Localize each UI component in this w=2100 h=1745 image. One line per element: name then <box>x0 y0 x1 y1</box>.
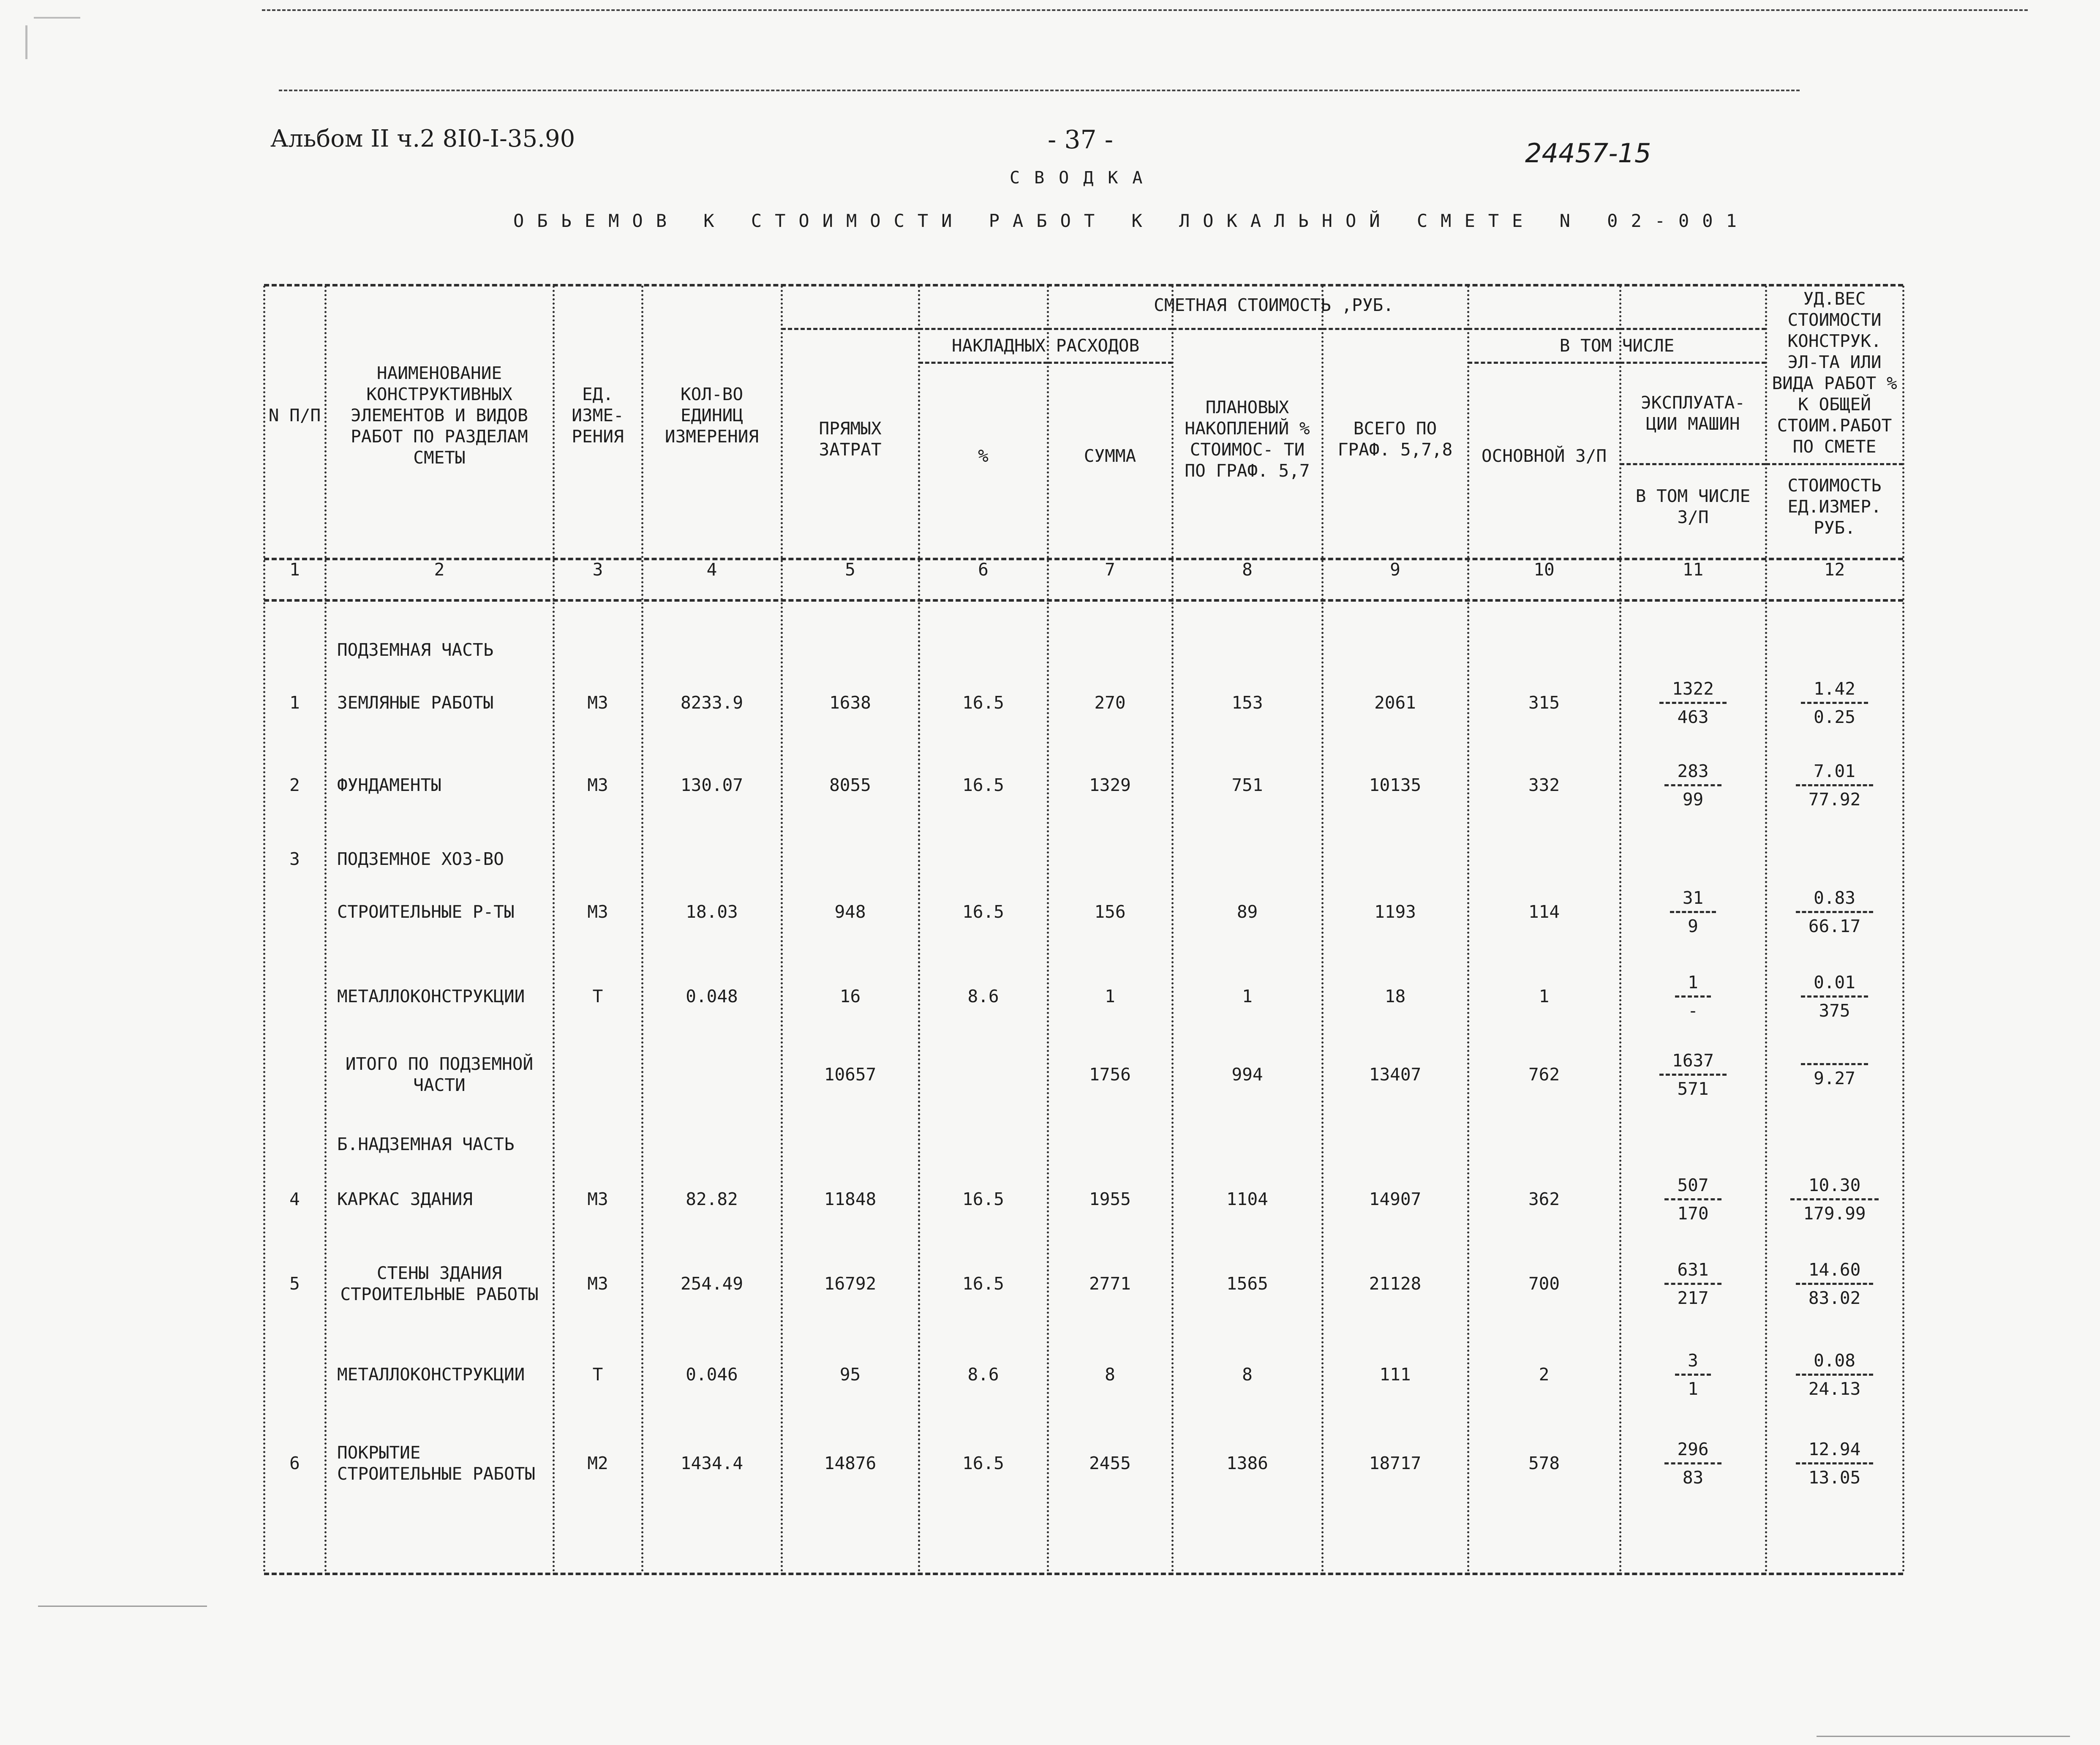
cell-base-wage: 578 <box>1528 1453 1560 1473</box>
cell-qty: 0.048 <box>686 986 738 1006</box>
document-number: 24457-15 <box>1525 138 1651 169</box>
cost-summary-table <box>264 282 1903 1514</box>
cell-num <box>264 1121 325 1167</box>
cell-total: 18717 <box>1369 1453 1422 1473</box>
machines-wage-value: 217 <box>1664 1283 1721 1309</box>
cell-name: СТРОИТЕЛЬНЫЕ Р-ТЫ <box>337 902 515 922</box>
col-base-wage-header: ОСНОВНОЙ З/П <box>1481 446 1607 466</box>
cost-group-header: СМЕТНАЯ СТОИМОСТЬ ,РУБ. <box>782 282 1766 329</box>
machines-wage-value: - <box>1675 995 1711 1021</box>
bottom-scan-line-left <box>38 1606 207 1607</box>
unit-cost-value: 83.02 <box>1796 1283 1873 1309</box>
cell-direct: 16792 <box>824 1273 877 1294</box>
cell-machines-fraction <box>1620 753 1766 817</box>
cell-planned: 89 <box>1237 902 1258 922</box>
cell-total: 14907 <box>1369 1189 1422 1209</box>
cell-total: 18 <box>1384 986 1406 1006</box>
cell-name <box>325 817 553 838</box>
cell-unit: М3 <box>587 902 608 922</box>
page-number: - 37 - <box>1048 125 1114 155</box>
cell-direct: 1638 <box>829 693 871 713</box>
col-machines-header: ЭКСПЛУАТА- ЦИИ МАШИН <box>1620 363 1766 464</box>
unit-cost-value: 77.92 <box>1796 784 1873 810</box>
cell-num: 3 <box>289 849 300 869</box>
cell-qty: 0.046 <box>686 1364 738 1385</box>
column-number: 1 <box>289 559 300 580</box>
weight-percent: 0.08 <box>1814 1350 1855 1371</box>
table-row <box>264 734 1903 753</box>
cell-pct: 16.5 <box>962 693 1004 713</box>
cell-name <box>325 943 553 965</box>
table-row <box>264 1121 1903 1167</box>
cell-weight-fraction <box>1766 880 1903 943</box>
cell-pct: 8.6 <box>967 1364 999 1385</box>
machines-value: 631 <box>1677 1259 1709 1280</box>
weight-percent: 7.01 <box>1814 761 1855 781</box>
column-number: 9 <box>1390 559 1400 580</box>
cell-name: Б.НАДЗЕМНАЯ ЧАСТЬ <box>337 1134 515 1154</box>
cell-pct: 16.5 <box>962 1273 1004 1294</box>
col-total-header: ВСЕГО ПО ГРАФ. 5,7,8 <box>1337 418 1453 460</box>
cell-weight-fraction <box>1766 1336 1903 1412</box>
machines-value: 296 <box>1677 1439 1709 1459</box>
cell-weight-fraction <box>1766 965 1903 1028</box>
cell-planned: 1565 <box>1226 1273 1268 1294</box>
machines-wage-value: 463 <box>1659 702 1727 728</box>
table-row <box>264 817 1903 838</box>
column-number: 7 <box>1105 559 1115 580</box>
unit-cost-value: 375 <box>1801 995 1868 1021</box>
cell-qty: 130.07 <box>680 775 744 795</box>
cell-num <box>264 629 325 671</box>
bottom-scan-line-right <box>1817 1736 2070 1737</box>
cell-planned: 1 <box>1242 986 1253 1006</box>
table-row <box>264 965 1903 1028</box>
machines-value: 507 <box>1677 1175 1709 1195</box>
cell-machines-fraction <box>1620 1231 1766 1336</box>
cell-planned: 8 <box>1242 1364 1253 1385</box>
cell-pct: 16.5 <box>962 1453 1004 1473</box>
cell-sum: 2771 <box>1089 1273 1131 1294</box>
cell-num: 1 <box>289 693 300 713</box>
cell-sum: 1756 <box>1089 1064 1131 1085</box>
overhead-group-header: НАКЛАДНЫХ РАСХОДОВ <box>919 329 1172 363</box>
machines-wage-value: 571 <box>1659 1074 1727 1099</box>
cell-machines-fraction <box>1620 1412 1766 1514</box>
cell-direct: 8055 <box>829 775 871 795</box>
machines-wage-value: 83 <box>1664 1462 1721 1488</box>
col-planned-header: ПЛАНОВЫХ НАКОПЛЕНИЙ % СТОИМОС- ТИ ПО ГРАФ. 5,7 <box>1185 397 1310 481</box>
weight-percent: 1.42 <box>1814 678 1855 699</box>
cell-sum: 8 <box>1105 1364 1115 1385</box>
cell-planned: 1104 <box>1226 1189 1268 1209</box>
cell-name: ИТОГО ПО ПОДЗЕМНОЙ ЧАСТИ <box>345 1054 534 1095</box>
cell-weight-fraction <box>1766 1167 1903 1231</box>
cell-num: 4 <box>289 1189 300 1209</box>
weight-percent: 0.83 <box>1814 887 1855 908</box>
table-row <box>264 1412 1903 1514</box>
col-machines-wage-header: В ТОМ ЧИСЛЕ З/П <box>1635 486 1751 528</box>
machines-wage-value: 99 <box>1664 784 1721 810</box>
cell-direct: 16 <box>839 986 861 1006</box>
column-number: 11 <box>1682 559 1704 580</box>
cell-total: 21128 <box>1369 1273 1422 1294</box>
cell-direct: 11848 <box>824 1189 877 1209</box>
machines-value: 1637 <box>1672 1050 1714 1071</box>
unit-cost-value: 179.99 <box>1790 1198 1878 1224</box>
machines-value: 283 <box>1677 761 1709 781</box>
table-row <box>264 1028 1903 1121</box>
table-row <box>264 753 1903 817</box>
cell-unit: Т <box>592 986 603 1006</box>
weight-percent: 12.94 <box>1808 1439 1861 1459</box>
cell-sum: 270 <box>1094 693 1126 713</box>
cell-planned: 1386 <box>1226 1453 1268 1473</box>
cell-name: ПОДЗЕМНОЕ ХОЗ-ВО <box>337 849 504 869</box>
cell-sum: 156 <box>1094 902 1126 922</box>
unit-cost-value: 0.25 <box>1801 702 1868 728</box>
column-number: 4 <box>706 559 717 580</box>
cell-weight-fraction <box>1766 1028 1903 1121</box>
cell-unit: Т <box>592 1364 603 1385</box>
table-row <box>264 838 1903 880</box>
cell-planned: 994 <box>1231 1064 1263 1085</box>
cell-weight-fraction <box>1766 1412 1903 1514</box>
cell-direct: 95 <box>839 1364 861 1385</box>
column-number: 2 <box>434 559 445 580</box>
cell-qty: 254.49 <box>680 1273 744 1294</box>
table-row <box>264 943 1903 965</box>
cell-machines-fraction <box>1620 1167 1766 1231</box>
table-row <box>264 880 1903 943</box>
cell-name: МЕТАЛЛОКОНСТРУКЦИИ <box>337 1364 525 1385</box>
scan-mark-top <box>34 17 80 19</box>
cell-machines-fraction <box>1620 880 1766 943</box>
cell-sum: 2455 <box>1089 1453 1131 1473</box>
cell-num <box>264 965 325 1028</box>
cell-machines-fraction <box>1620 1028 1766 1121</box>
cell-base-wage: 332 <box>1528 775 1560 795</box>
cell-weight-fraction <box>1766 1231 1903 1336</box>
cell-num: 5 <box>289 1273 300 1294</box>
cell-machines-fraction <box>1620 671 1766 734</box>
cell-num <box>264 1336 325 1412</box>
cell-name: ЗЕМЛЯНЫЕ РАБОТЫ <box>337 693 494 713</box>
column-number: 12 <box>1824 559 1845 580</box>
cell-machines-fraction <box>1620 1336 1766 1412</box>
column-number: 10 <box>1533 559 1555 580</box>
cell-base-wage: 362 <box>1528 1189 1560 1209</box>
document-subtitle: ОБЬЕМОВ К СТОИМОСТИ РАБОТ К ЛОКАЛЬНОЙ СМЕТЕ N 02-001 <box>513 210 1750 231</box>
column-number: 6 <box>978 559 989 580</box>
cell-pct: 16.5 <box>962 1189 1004 1209</box>
incl-group-header: В ТОМ ЧИСЛЕ <box>1468 329 1766 363</box>
cell-pct: 16.5 <box>962 902 1004 922</box>
cell-num: 2 <box>289 775 300 795</box>
table-bottom-rule <box>264 1573 1903 1575</box>
cell-base-wage: 1 <box>1539 986 1550 1006</box>
cell-sum: 1955 <box>1089 1189 1131 1209</box>
cell-total: 2061 <box>1374 693 1416 713</box>
album-reference: Альбом II ч.2 8I0-I-35.90 <box>270 125 575 153</box>
cell-qty: 1434.4 <box>680 1453 744 1473</box>
machines-wage-value: 9 <box>1670 911 1716 937</box>
col-weight-header: УД.ВЕС СТОИМОСТИ КОНСТРУК. ЭЛ-ТА ИЛИ ВИДА РАБОТ % К ОБЩЕЙ СТОИМ.РАБОТ ПО СМЕТЕ <box>1772 288 1897 457</box>
cell-weight-fraction <box>1766 753 1903 817</box>
table-row <box>264 1231 1903 1336</box>
cell-weight-fraction <box>1766 671 1903 734</box>
column-number: 3 <box>592 559 603 580</box>
table-row <box>264 1336 1903 1412</box>
cell-unit: М3 <box>587 775 608 795</box>
machines-value: 3 <box>1688 1350 1698 1371</box>
machines-value: 1322 <box>1672 678 1714 699</box>
cell-num <box>264 943 325 965</box>
cell-sum: 1329 <box>1089 775 1131 795</box>
cell-base-wage: 762 <box>1528 1064 1560 1085</box>
cell-direct: 10657 <box>824 1064 877 1085</box>
machines-value: 1 <box>1688 972 1698 992</box>
col-sum-header: СУММА <box>1084 446 1136 466</box>
weight-percent: 0.01 <box>1814 972 1855 992</box>
table-row <box>264 671 1903 734</box>
top-edge-line <box>262 9 2028 11</box>
cell-name: ПОКРЫТИЕ СТРОИТЕЛЬНЫЕ РАБОТЫ <box>337 1442 535 1484</box>
cell-total: 10135 <box>1369 775 1422 795</box>
unit-cost-value: 13.05 <box>1796 1462 1873 1488</box>
scan-mark <box>25 25 27 59</box>
cell-name: МЕТАЛЛОКОНСТРУКЦИИ <box>337 986 525 1006</box>
cell-name: СТЕНЫ ЗДАНИЯ СТРОИТЕЛЬНЫЕ РАБОТЫ <box>340 1263 539 1304</box>
cell-qty: 18.03 <box>686 902 738 922</box>
cell-pct: 16.5 <box>962 775 1004 795</box>
table-row <box>264 1167 1903 1231</box>
weight-percent: 14.60 <box>1808 1259 1861 1280</box>
cell-num: 6 <box>289 1453 300 1473</box>
cell-unit: М3 <box>587 693 608 713</box>
col-num-header: N П/П <box>268 405 321 425</box>
col-direct-header: ПРЯМЫХ ЗАТРАТ <box>819 418 882 460</box>
cell-unit: М3 <box>587 1273 608 1294</box>
col-pct-header: % <box>978 446 989 466</box>
cell-machines-fraction <box>1620 965 1766 1028</box>
unit-cost-value: 66.17 <box>1796 911 1873 937</box>
col-qty-header: КОЛ-ВО ЕДИНИЦ ИЗМЕРЕНИЯ <box>665 384 759 447</box>
top-scan-line <box>279 90 1800 91</box>
machines-wage-value: 1 <box>1675 1374 1711 1399</box>
col-name-header: НАИМЕНОВАНИЕ КОНСТРУКТИВНЫХ ЭЛЕМЕНТОВ И ВИДОВ РАБОТ ПО РАЗДЕЛАМ СМЕТЫ <box>351 363 528 468</box>
cell-direct: 14876 <box>824 1453 877 1473</box>
cell-name: ПОДЗЕМНАЯ ЧАСТЬ <box>337 640 494 660</box>
cell-base-wage: 2 <box>1539 1364 1550 1385</box>
cell-base-wage: 315 <box>1528 693 1560 713</box>
machines-value: 31 <box>1682 887 1704 908</box>
unit-cost-value: 9.27 <box>1801 1063 1868 1089</box>
col-unit-cost-header: СТОИМОСТЬ ЕД.ИЗМЕР. РУБ. <box>1766 464 1903 548</box>
cell-unit: М3 <box>587 1189 608 1209</box>
cell-qty: 82.82 <box>686 1189 738 1209</box>
machines-wage-value: 170 <box>1664 1198 1721 1224</box>
cell-name: ФУНДАМЕНТЫ <box>337 775 441 795</box>
table-row <box>264 629 1903 671</box>
col-unit-header: ЕД. ИЗМЕ- РЕНИЯ <box>572 384 624 447</box>
column-number: 8 <box>1242 559 1253 580</box>
cell-base-wage: 114 <box>1528 902 1560 922</box>
column-number: 5 <box>845 559 855 580</box>
cell-total: 13407 <box>1369 1064 1422 1085</box>
cell-planned: 751 <box>1231 775 1263 795</box>
cell-unit: М2 <box>587 1453 608 1473</box>
unit-cost-value: 24.13 <box>1796 1374 1873 1399</box>
cell-num <box>264 1028 325 1121</box>
cell-name: КАРКАС ЗДАНИЯ <box>337 1189 473 1209</box>
cell-total: 111 <box>1379 1364 1411 1385</box>
cell-planned: 153 <box>1231 693 1263 713</box>
cell-sum: 1 <box>1105 986 1115 1006</box>
cell-pct: 8.6 <box>967 986 999 1006</box>
cell-num <box>264 817 325 838</box>
cell-base-wage: 700 <box>1528 1273 1560 1294</box>
cell-total: 1193 <box>1374 902 1416 922</box>
cell-qty: 8233.9 <box>680 693 744 713</box>
cell-num <box>264 880 325 943</box>
weight-percent: 10.30 <box>1808 1175 1861 1195</box>
cell-name <box>325 734 553 753</box>
cell-direct: 948 <box>834 902 866 922</box>
cell-num <box>264 734 325 753</box>
document-title: СВОДКА <box>1010 168 1157 188</box>
column-number-row <box>264 548 1903 591</box>
